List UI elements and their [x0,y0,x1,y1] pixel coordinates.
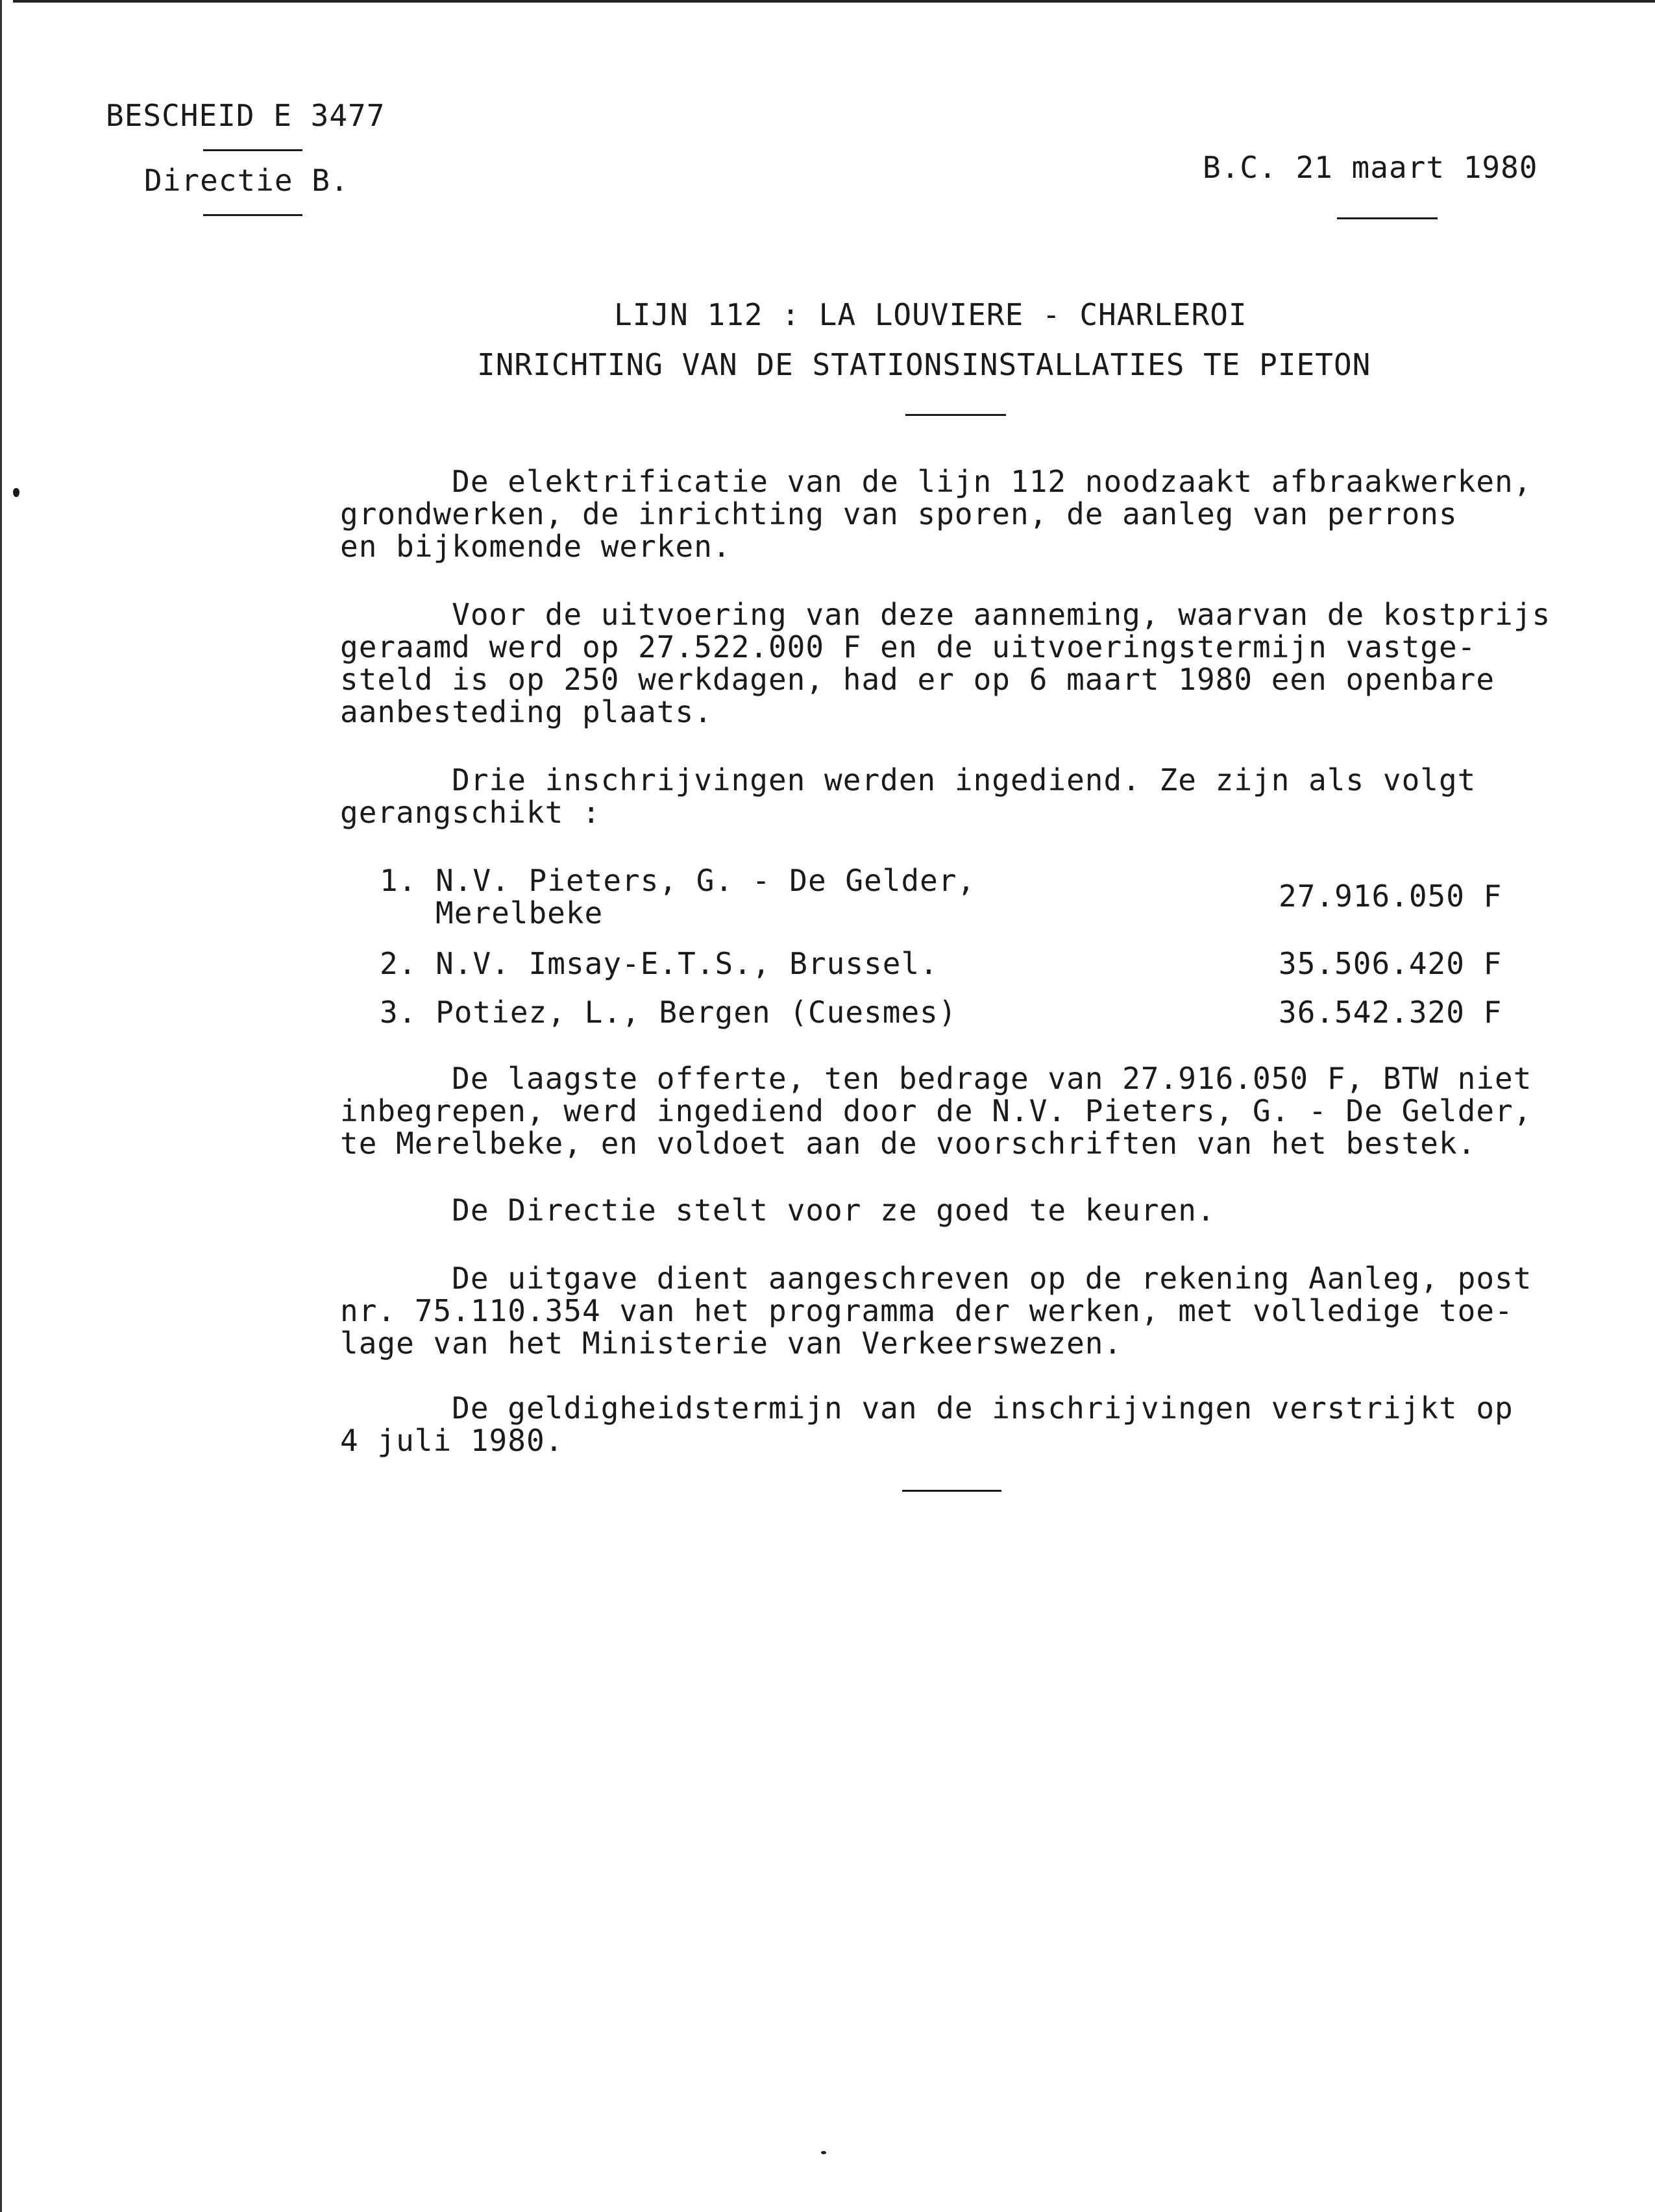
bid-name: 2. N.V. Imsay-E.T.S., Brussel. [380,946,938,981]
bid-row [380,947,1548,980]
title-line-2: INRICHTING VAN DE STATIONSINSTALLATIES TE PIETON [477,347,1371,382]
paragraph-3: Drie inschrijvingen werden ingediend. Ze zijn als volgt gerangschikt : [340,762,1477,830]
bid-amount: 36.542.320 F [1279,995,1502,1030]
scan-edge-top [13,0,1655,3]
title-underline [905,414,1006,416]
reference-underline [203,149,302,151]
bid-name: 3. Potiez, L., Bergen (Cuesmes) [380,995,957,1030]
scan-speck [821,2151,826,2154]
paragraph-1: De elektrificatie van de lijn 112 noodzaakt afbraakwerken, grondwerken, de inrichting van sporen, de aanleg van perrons en bijkomende werken. [340,464,1532,564]
bid-amount: 27.916.050 F [1279,879,1502,914]
bid-amount: 35.506.420 F [1279,946,1502,981]
department-label: Directie B. [144,163,349,198]
bid-row [380,996,1548,1028]
paragraph-4: De laagste offerte, ten bedrage van 27.916.050 F, BTW niet inbegrepen, werd ingediend door de N.V. Pieters, G. - De Gelder, te Merelbeke, en voldoet aan de voorschriften van het bestek. [340,1061,1532,1161]
reference-number: BESCHEID E 3477 [106,98,386,133]
bid-name: 1. N.V. Pieters, G. - De Gelder, [380,863,976,898]
title-line-1: LIJN 112 : LA LOUVIERE - CHARLEROI [614,297,1247,332]
department-underline [203,214,302,216]
bid-row [380,864,1548,929]
closing-rule [902,1490,1001,1492]
date-line: B.C. 21 maart 1980 [1203,150,1538,185]
paragraph-7: De geldigheidstermijn van de inschrijvingen verstrijkt op 4 juli 1980. [340,1391,1514,1458]
paragraph-2: Voor de uitvoering van deze aanneming, waarvan de kostprijs geraamd werd op 27.522.000 F en de uitvoeringstermijn vastge- steld is op 250 werkdagen, had er op 6 maart 1980 een openbare aanbesteding plaats. [340,597,1551,729]
paragraph-5: De Directie stelt voor ze goed te keuren. [340,1193,1216,1228]
scan-speck [13,488,19,497]
paragraph-6: De uitgave dient aangeschreven op de rekening Aanleg, post nr. 75.110.354 van het programma der werken, met volledige toe- lage van het Ministerie van Verkeerswezen. [340,1261,1532,1361]
bid-name-continued: Merelbeke [435,895,604,930]
date-underline [1337,217,1438,219]
scan-edge-left [0,0,2,2212]
